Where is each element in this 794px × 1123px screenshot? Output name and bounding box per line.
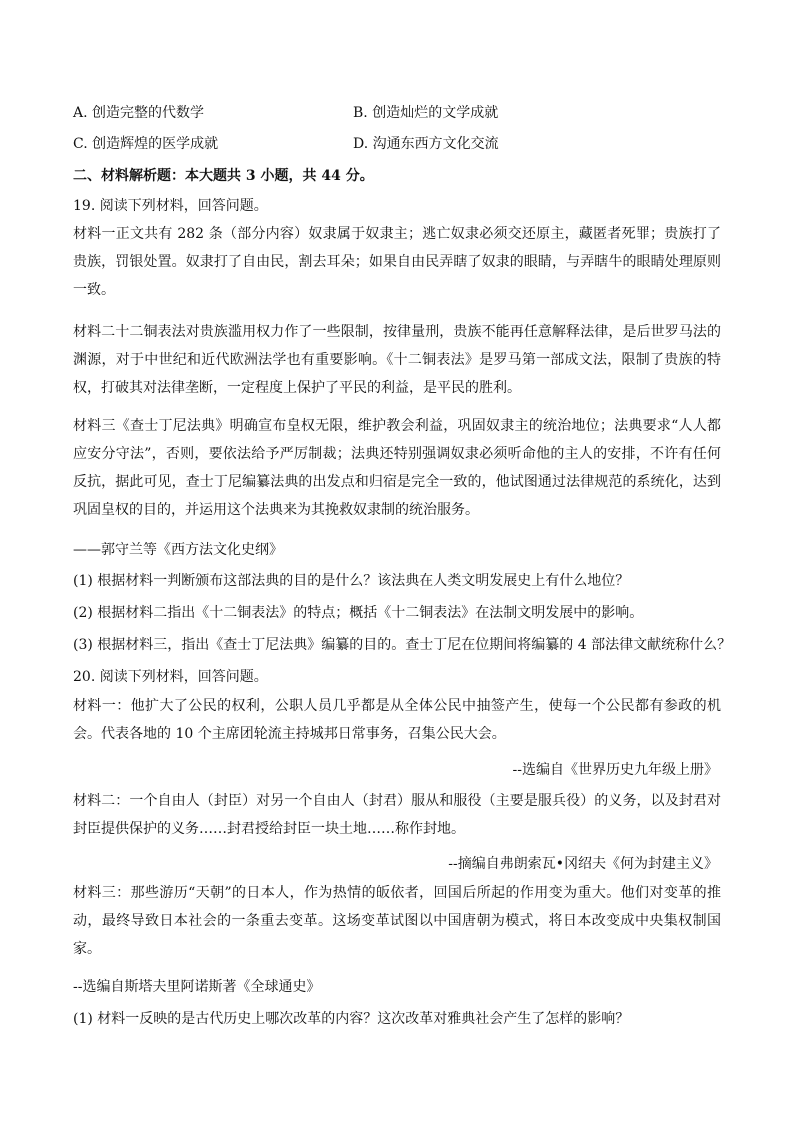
option-d: D. 沟通东西方文化交流 [353,136,499,152]
q20-material-1-source: --选编自《世界历史九年级上册》 [512,762,718,778]
q20-material-1: 材料一：他扩大了公民的权利，公职人员几乎都是从全体公民中抽签产生，使每一个公民都有参政的机会。代表各地的 10 个主席团轮流主持城邦日常事务，召集公民大会。 [73,698,721,742]
q19-material-1: 材料一正文共有 282 条（部分内容）奴隶属于奴隶主；逃亡奴隶必须交还原主，藏匿者死罪；贵族打了贵族，罚银处置。奴隶打了自由民，割去耳朵；如果自由民弄瞎了奴隶的眼睛，与弄瞎牛的眼睛处理原则一致。 [73,226,721,298]
q19-subquestion-1: (1) 根据材料一判断颁布这部法典的目的是什么？该法典在人类文明发展史上有什么地位？ [73,573,630,589]
q20-material-2: 材料二：一个自由人（封臣）对另一个自由人（封君）服从和服役（主要是服兵役）的义务，以及封君对封臣提供保护的义务……封君授给封臣一块土地……称作封地。 [73,793,721,837]
q19-source: ——郭守兰等《西方法文化史纲》 [73,542,283,558]
q20-material-3-source: --选编自斯塔夫里阿诺斯著《全球通史》 [73,979,321,995]
option-c: C. 创造辉煌的医学成就 [73,136,219,152]
q19-material-2: 材料二十二铜表法对贵族滥用权力作了一些限制，按律量刑，贵族不能再任意解释法律，是后世罗马法的渊源，对于中世纪和近代欧洲法学也有重要影响。《十二铜表法》是罗马第一部成文法，限制了贵族的特权，打破其对法律垄断，一定程度上保护了平民的利益，是平民的胜利。 [73,324,721,396]
question-20-stem: 20. 阅读下列材料，回答问题。 [73,669,268,685]
q19-material-3: 材料三《查士丁尼法典》明确宣布皇权无限，维护教会利益，巩固奴隶主的统治地位；法典要求“人人都应安分守法”，否则，要依法给予严厉制裁；法典还特别强调奴隶必须听命他的主人的安排，不许有任何反抗，据此可见，查士丁尼编纂法典的出发点和归宿是完全一致的，他试图通过法律规范的系统化，达到巩固皇权的目的，并运用这个法典来为其挽救奴隶制的统治服务。 [73,418,721,518]
question-19-stem: 19. 阅读下列材料，回答问题。 [73,198,268,214]
q20-material-3: 材料三：那些游历“天朝”的日本人，作为热情的皈依者，回国后所起的作用变为重大。他们对变革的推动，最终导致日本社会的一条重去变革。这场变革试图以中国唐朝为模式，将日本改变成中央集权制国家。 [73,885,721,957]
q20-material-2-source: --摘编自弗朗索瓦•冈绍夫《何为封建主义》 [448,856,718,872]
option-b: B. 创造灿烂的文学成就 [353,105,499,121]
section-heading: 二、材料解析题：本大题共 3 小题，共 44 分。 [73,168,374,184]
q19-subquestion-3: (3) 根据材料三，指出《查士丁尼法典》编纂的目的。查士丁尼在位期间将编纂的 4 部法律文献统称什么？ [73,637,732,653]
q19-subquestion-2: (2) 根据材料二指出《十二铜表法》的特点；概括《十二铜表法》在法制文明发展中的影响。 [73,605,644,621]
option-a: A. 创造完整的代数学 [73,105,205,121]
q20-subquestion-1: (1) 材料一反映的是古代历史上哪次改革的内容？这次改革对雅典社会产生了怎样的影响？ [73,1011,630,1027]
